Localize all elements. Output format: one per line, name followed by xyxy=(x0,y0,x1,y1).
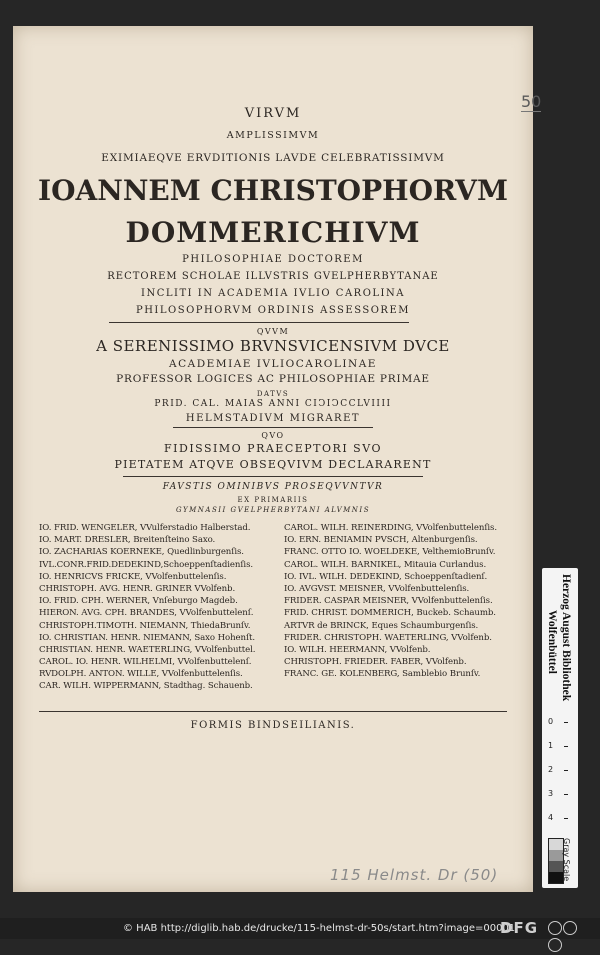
student-entry: IO. FRID. WENGELER, VVulferstadio Halberstad. xyxy=(39,523,251,533)
title-phil-doctor: PHILOSOPHIAE DOCTOREM xyxy=(182,254,364,265)
title-name-line1: IOANNEM CHRISTOPHORVM xyxy=(38,174,508,207)
student-entry: IO. AVGVST. MEISNER, VVolfenbuttelenſis. xyxy=(284,583,470,594)
document-page xyxy=(13,26,542,892)
cc-license-icon[interactable] xyxy=(548,921,592,935)
scale-number: 3 xyxy=(548,789,554,798)
title-pietatem: PIETATEM ATQVE OBSEQVIVM DECLARARENT xyxy=(114,458,432,471)
title-assessor: PHILOSOPHORVM ORDINIS ASSESSOREM xyxy=(135,305,410,316)
title-quo: QVO xyxy=(261,431,285,440)
footer-bar xyxy=(0,918,600,939)
title-amplissimum: AMPLISSIMVM xyxy=(226,130,320,141)
student-entry: FRANC. GE. KOLENBERG, Samblebio Brunſv. xyxy=(284,669,481,680)
library-name-line1: Herzog August Bibliothek xyxy=(560,574,572,702)
student-entry: CHRISTOPH.TIMOTH. NIEMANN, ThiedaBrunſv. xyxy=(39,620,251,631)
student-entry: ARTVR de BRINCK, Eques Schaumburgenſis. xyxy=(284,620,479,631)
rule-4 xyxy=(39,711,507,712)
scale-tick xyxy=(564,770,568,771)
scale-tick xyxy=(564,746,568,747)
rule-2 xyxy=(173,427,373,428)
student-entry: IVL.CONR.FRID.DEDEKIND,Schoeppenſtadienſis. xyxy=(39,559,254,570)
title-fidissimo: FIDISSIMO PRAECEPTORI SVO xyxy=(164,442,382,455)
student-entry: CHRISTOPH. FRIEDER. FABER, VVolfenb. xyxy=(284,657,467,668)
student-entry: FRIDER. CHRISTOPH. WAETERLING, VVolfenb. xyxy=(284,632,492,643)
scale-number: 2 xyxy=(548,765,554,774)
title-faustis: FAVSTIS OMINIBVS PROSEQVVNTVR xyxy=(162,482,384,492)
title-ex-primariis: EX PRIMARIIS xyxy=(237,496,309,504)
scale-number: 1 xyxy=(548,741,554,750)
title-eximiaeque: EXIMIAEQVE ERVDITIONIS LAVDE CELEBRATISSIMVM xyxy=(101,152,445,164)
student-entry: FRID. CHRIST. DOMMERICH, Buckeb. Schaumb. xyxy=(284,608,496,619)
rule-1 xyxy=(109,322,409,323)
scale-number: 0 xyxy=(548,717,554,726)
student-entry: RVDOLPH. ANTON. WILLE, VVolfenbuttelenſis. xyxy=(39,669,243,680)
title-name-line2: DOMMERICHIVM xyxy=(125,216,421,249)
title-prid: PRID. CAL. MAIAS ANNI CIↃIↃCCLVIIII xyxy=(154,399,392,409)
page-number: 50 xyxy=(521,92,542,111)
title-incliti: INCLITI IN ACADEMIA IVLIO CAROLINA xyxy=(141,288,405,299)
title-virum: VIRVM xyxy=(244,106,302,121)
student-entry: FRANC. OTTO IO. WOELDEKE, VelthemioBrunſv. xyxy=(284,547,496,558)
title-rector: RECTOREM SCHOLAE ILLVSTRIS GVELPHERBYTANAE xyxy=(107,271,439,282)
student-entry: IO. ZACHARIAS KOERNEKE, Quedlinburgenſis. xyxy=(39,547,244,558)
student-entry: IO. MART. DRESLER, Breitenſteino Saxo. xyxy=(39,535,216,546)
library-name-line2: Wolfenbüttel xyxy=(546,610,558,674)
student-entry: CAR. WILH. WIPPERMANN, Stadthag. Schauenb. xyxy=(39,681,253,692)
scale-number: 4 xyxy=(548,813,554,822)
student-entry: IO. HENRICVS FRICKE, VVolfenbuttelenſis. xyxy=(39,571,227,582)
handwritten-signature: 115 Helmst. Dr (50) xyxy=(330,866,499,884)
student-list-left xyxy=(39,522,255,693)
title-gymnasii: GYMNASII GVELPHERBYTANI ALVMNIS xyxy=(176,506,370,514)
student-entry: CHRISTIAN. HENR. WAETERLING, VVolfenbuttel. xyxy=(39,644,256,655)
student-entry: FRIDER. CASPAR MEISNER, VVolfenbuttelenſis. xyxy=(284,596,493,607)
footer-link[interactable]: © HAB http://diglib.hab.de/drucke/115-helmst-dr-50s/start.htm?image=00001 xyxy=(123,923,516,934)
student-entry: CAROL. WILH. REINERDING, VVolfenbuttelenſis. xyxy=(284,523,498,533)
library-color-card xyxy=(542,568,578,888)
measurement-scale xyxy=(544,718,576,836)
student-entry: CHRISTOPH. AVG. HENR. GRINER VVolfenb. xyxy=(39,583,236,594)
scale-tick xyxy=(564,818,568,819)
student-entry: IO. IVL. WILH. DEDEKIND, Schoeppenſtadienſ. xyxy=(284,571,488,582)
title-datus: DATVS xyxy=(256,390,290,398)
title-quum: QVVM xyxy=(256,327,290,336)
title-professor: PROFESSOR LOGICES AC PHILOSOPHIAE PRIMAE xyxy=(116,373,430,385)
scale-tick xyxy=(564,794,568,795)
student-list-right xyxy=(284,522,497,680)
student-entry: CAROL. IO. HENR. WILHELMI, VVolfenbuttelenſ. xyxy=(39,657,252,668)
title-helmstadium: HELMSTADIVM MIGRARET xyxy=(185,413,361,424)
rule-3 xyxy=(123,476,423,477)
scale-tick xyxy=(564,722,568,723)
student-entry: IO. WILH. HEERMANN, VVolfenb. xyxy=(284,644,431,655)
student-entry: IO. CHRISTIAN. HENR. NIEMANN, Saxo Hohenſt. xyxy=(39,632,256,643)
library-name xyxy=(542,568,578,718)
title-serenissimo: A SERENISSIMO BRVNSVICENSIVM DVCE xyxy=(96,337,450,355)
student-entry: IO. ERN. BENIAMIN PVSCH, Altenburgenſis. xyxy=(284,535,478,546)
student-entry: HIERON. AVG. CPH. BRANDES, VVolfenbuttelenſ. xyxy=(39,608,254,619)
title-formis: FORMIS BINDSEILIANIS. xyxy=(190,720,356,731)
student-entry: CAROL. WILH. BARNIKEL, Mitauia Curlandus. xyxy=(284,559,487,570)
dfg-logo: DFG xyxy=(500,919,539,937)
title-academiae: ACADEMIAE IVLIOCAROLINAE xyxy=(169,358,377,370)
gray-scale-label: Gray Scale xyxy=(562,838,571,882)
student-entry: IO. FRID. CPH. WERNER, Vnſeburgo Magdeb. xyxy=(39,596,238,607)
